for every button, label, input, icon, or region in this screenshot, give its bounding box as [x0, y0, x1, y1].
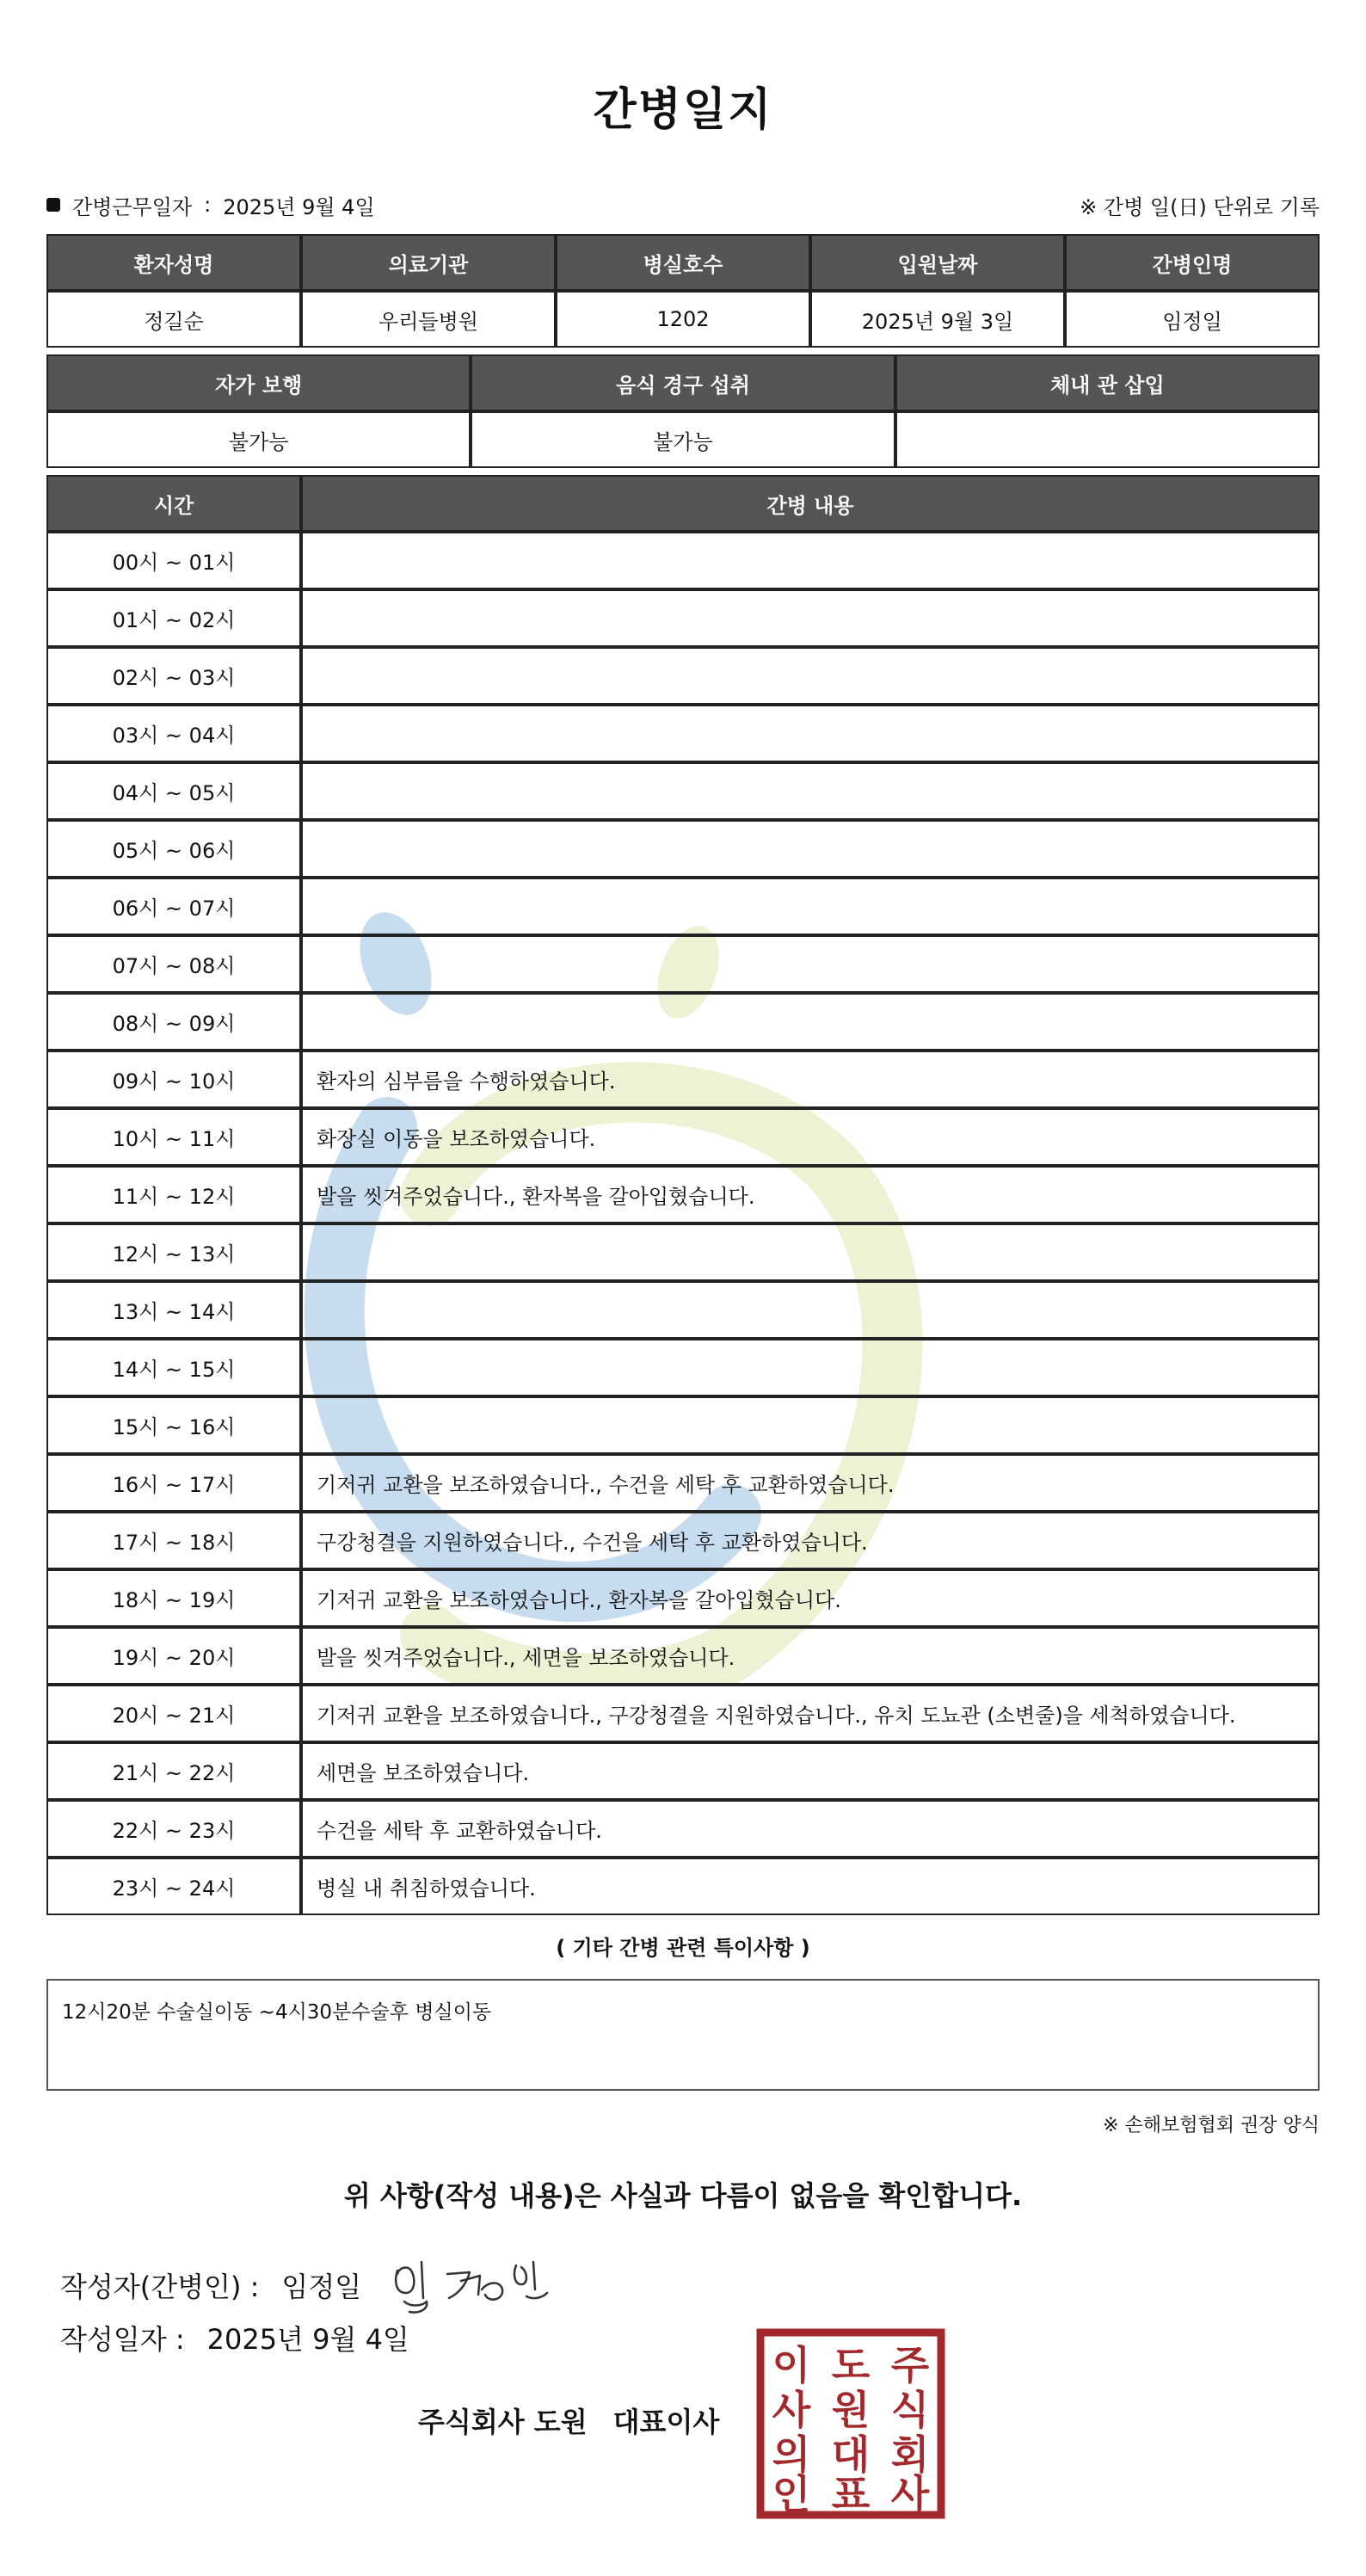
care-content — [301, 935, 1320, 993]
patient-info-value-row — [46, 291, 1320, 348]
table-row — [46, 705, 1320, 762]
time-slot: 00시 ~ 01시 — [46, 532, 301, 589]
writer-label: 작성자(간병인) : — [60, 2271, 260, 2303]
table-row — [46, 820, 1320, 878]
care-content: 병실 내 취침하였습니다. — [301, 1858, 1320, 1915]
care-log-body — [46, 532, 1320, 1915]
table-row — [46, 532, 1320, 589]
table-row — [46, 1281, 1320, 1339]
time-slot: 16시 ~ 17시 — [46, 1454, 301, 1512]
table-row — [46, 1627, 1320, 1685]
time-slot: 08시 ~ 09시 — [46, 993, 301, 1051]
seal-glyph: 이 — [772, 2342, 811, 2388]
table-row — [46, 1685, 1320, 1742]
company-signature — [418, 2400, 719, 2440]
care-content — [301, 647, 1320, 705]
care-content: 화장실 이동을 보조하였습니다. — [301, 1108, 1320, 1166]
time-slot: 10시 ~ 11시 — [46, 1108, 301, 1166]
care-content: 발을 씻겨주었습니다., 세면을 보조하였습니다. — [301, 1627, 1320, 1685]
time-slot: 20시 ~ 21시 — [46, 1685, 301, 1742]
special-notes-box — [46, 1979, 1320, 2091]
time-slot: 17시 ~ 18시 — [46, 1512, 301, 1569]
care-content: 기저귀 교환을 보조하였습니다., 수건을 세탁 후 교환하였습니다. — [301, 1454, 1320, 1512]
header-caregiver-name: 간병인명 — [1065, 234, 1320, 291]
confirmation-statement: 위 사항(작성 내용)은 사실과 다름이 없음을 확인합니다. — [343, 2179, 1023, 2212]
admission-date: 2025년 9월 3일 — [810, 291, 1065, 348]
care-content: 기저귀 교환을 보조하였습니다., 환자복을 갈아입혔습니다. — [301, 1569, 1320, 1627]
header-tube-insertion: 체내 관 삽입 — [895, 354, 1320, 411]
table-row — [46, 1512, 1320, 1569]
table-row — [46, 1454, 1320, 1512]
care-content — [301, 878, 1320, 935]
oral-intake-value: 불가능 — [471, 411, 895, 468]
time-slot: 18시 ~ 19시 — [46, 1569, 301, 1627]
time-slot: 21시 ~ 22시 — [46, 1742, 301, 1800]
care-content — [301, 1396, 1320, 1454]
seal-glyph: 사 — [772, 2387, 811, 2433]
seal-glyph: 원 — [831, 2387, 871, 2433]
time-slot: 09시 ~ 10시 — [46, 1051, 301, 1108]
care-log-table — [46, 475, 1320, 1915]
care-content — [301, 705, 1320, 762]
time-slot: 01시 ~ 02시 — [46, 589, 301, 647]
writer-name: 임정일 — [281, 2271, 362, 2303]
work-date-separator: : — [204, 193, 212, 217]
care-content — [301, 589, 1320, 647]
care-log-header-row — [46, 475, 1320, 532]
seal-glyph: 사 — [890, 2471, 930, 2517]
company-role: 대표이사 — [612, 2406, 720, 2438]
table-row — [46, 1051, 1320, 1108]
table-row — [46, 1742, 1320, 1800]
header-patient-name: 환자성명 — [46, 234, 301, 291]
patient-name: 정길순 — [46, 291, 301, 348]
care-content: 구강청결을 지원하였습니다., 수건을 세탁 후 교환하였습니다. — [301, 1512, 1320, 1569]
care-content — [301, 1339, 1320, 1396]
seal-glyph: 도 — [831, 2342, 871, 2388]
handwritten-signature — [387, 2255, 559, 2315]
special-notes-title: ( 기타 간병 관련 특이사항 ) — [556, 1936, 810, 1960]
care-content — [301, 820, 1320, 878]
patient-info-table — [46, 234, 1320, 348]
time-slot: 14시 ~ 15시 — [46, 1339, 301, 1396]
special-notes-text: 12시20분 수술실이동 ~4시30분수술후 병실이동 — [62, 2001, 492, 2024]
table-row — [46, 1800, 1320, 1858]
table-row — [46, 1223, 1320, 1281]
header-room-number: 병실호수 — [556, 234, 810, 291]
status-value-row — [46, 411, 1320, 468]
self-walking-value: 불가능 — [46, 411, 471, 468]
care-content: 발을 씻겨주었습니다., 환자복을 갈아입혔습니다. — [301, 1166, 1320, 1223]
written-date-row — [46, 2316, 1320, 2359]
table-row — [46, 1108, 1320, 1166]
table-row — [46, 1396, 1320, 1454]
time-slot: 03시 ~ 04시 — [46, 705, 301, 762]
header-care-content: 간병 내용 — [301, 475, 1320, 532]
hospital-name: 우리들병원 — [301, 291, 556, 348]
time-slot: 15시 ~ 16시 — [46, 1396, 301, 1454]
time-slot: 04시 ~ 05시 — [46, 762, 301, 820]
table-row — [46, 935, 1320, 993]
table-row — [46, 993, 1320, 1051]
care-content: 세면을 보조하였습니다. — [301, 1742, 1320, 1800]
seal-glyph: 의 — [772, 2431, 811, 2478]
time-slot: 07시 ~ 08시 — [46, 935, 301, 993]
header-time: 시간 — [46, 475, 301, 532]
bullet-square-icon — [46, 198, 60, 212]
care-content — [301, 1281, 1320, 1339]
time-slot: 05시 ~ 06시 — [46, 820, 301, 878]
seal-glyph: 인 — [772, 2471, 811, 2517]
time-slot: 02시 ~ 03시 — [46, 647, 301, 705]
caregiver-name: 임정일 — [1065, 291, 1320, 348]
table-row — [46, 762, 1320, 820]
status-header-row — [46, 354, 1320, 411]
seal-glyph: 회 — [890, 2431, 930, 2478]
care-content — [301, 532, 1320, 589]
time-slot: 13시 ~ 14시 — [46, 1281, 301, 1339]
patient-info-header-row — [46, 234, 1320, 291]
table-row — [46, 589, 1320, 647]
seal-glyph: 식 — [890, 2387, 930, 2433]
time-slot: 06시 ~ 07시 — [46, 878, 301, 935]
table-row — [46, 878, 1320, 935]
seal-glyph: 대 — [831, 2431, 871, 2478]
table-row — [46, 1858, 1320, 1915]
work-date-value: 2025년 9월 4일 — [223, 194, 375, 219]
written-date-value: 2025년 9월 4일 — [206, 2323, 409, 2356]
seal-glyph: 표 — [831, 2471, 871, 2517]
time-slot: 22시 ~ 23시 — [46, 1800, 301, 1858]
meta-row — [46, 188, 1320, 222]
header-oral-intake: 음식 경구 섭취 — [471, 354, 895, 411]
table-row — [46, 647, 1320, 705]
time-slot: 23시 ~ 24시 — [46, 1858, 301, 1915]
page-title: 간병일지 — [593, 84, 773, 136]
care-content — [301, 993, 1320, 1051]
care-content: 기저귀 교환을 보조하였습니다., 구강청결을 지원하였습니다., 유치 도뇨관 (소변줄)을 세척하였습니다. — [301, 1685, 1320, 1742]
seal-glyph: 주 — [890, 2342, 930, 2388]
table-row — [46, 1166, 1320, 1223]
header-self-walking: 자가 보행 — [46, 354, 471, 411]
time-slot: 19시 ~ 20시 — [46, 1627, 301, 1685]
written-date-label: 작성일자 : — [60, 2323, 185, 2356]
care-content: 수건을 세탁 후 교환하였습니다. — [301, 1800, 1320, 1858]
care-content: 환자의 심부름을 수행하였습니다. — [301, 1051, 1320, 1108]
table-row — [46, 1339, 1320, 1396]
writer-row — [46, 2259, 1320, 2311]
time-slot: 12시 ~ 13시 — [46, 1223, 301, 1281]
patient-status-table — [46, 354, 1320, 468]
room-number: 1202 — [556, 291, 810, 348]
care-content — [301, 762, 1320, 820]
table-row — [46, 1569, 1320, 1627]
header-admission-date: 입원날짜 — [810, 234, 1065, 291]
header-hospital: 의료기관 — [301, 234, 556, 291]
record-unit-note: ※ 간병 일(日) 단위로 기록 — [1080, 194, 1320, 219]
work-date-label: 간병근무일자 — [72, 194, 193, 219]
time-slot: 11시 ~ 12시 — [46, 1166, 301, 1223]
tube-insertion-value — [895, 411, 1320, 468]
company-name: 주식회사 도원 — [418, 2406, 588, 2438]
form-source-note: ※ 손해보험협회 권장 양식 — [1103, 2115, 1320, 2136]
care-content — [301, 1223, 1320, 1281]
